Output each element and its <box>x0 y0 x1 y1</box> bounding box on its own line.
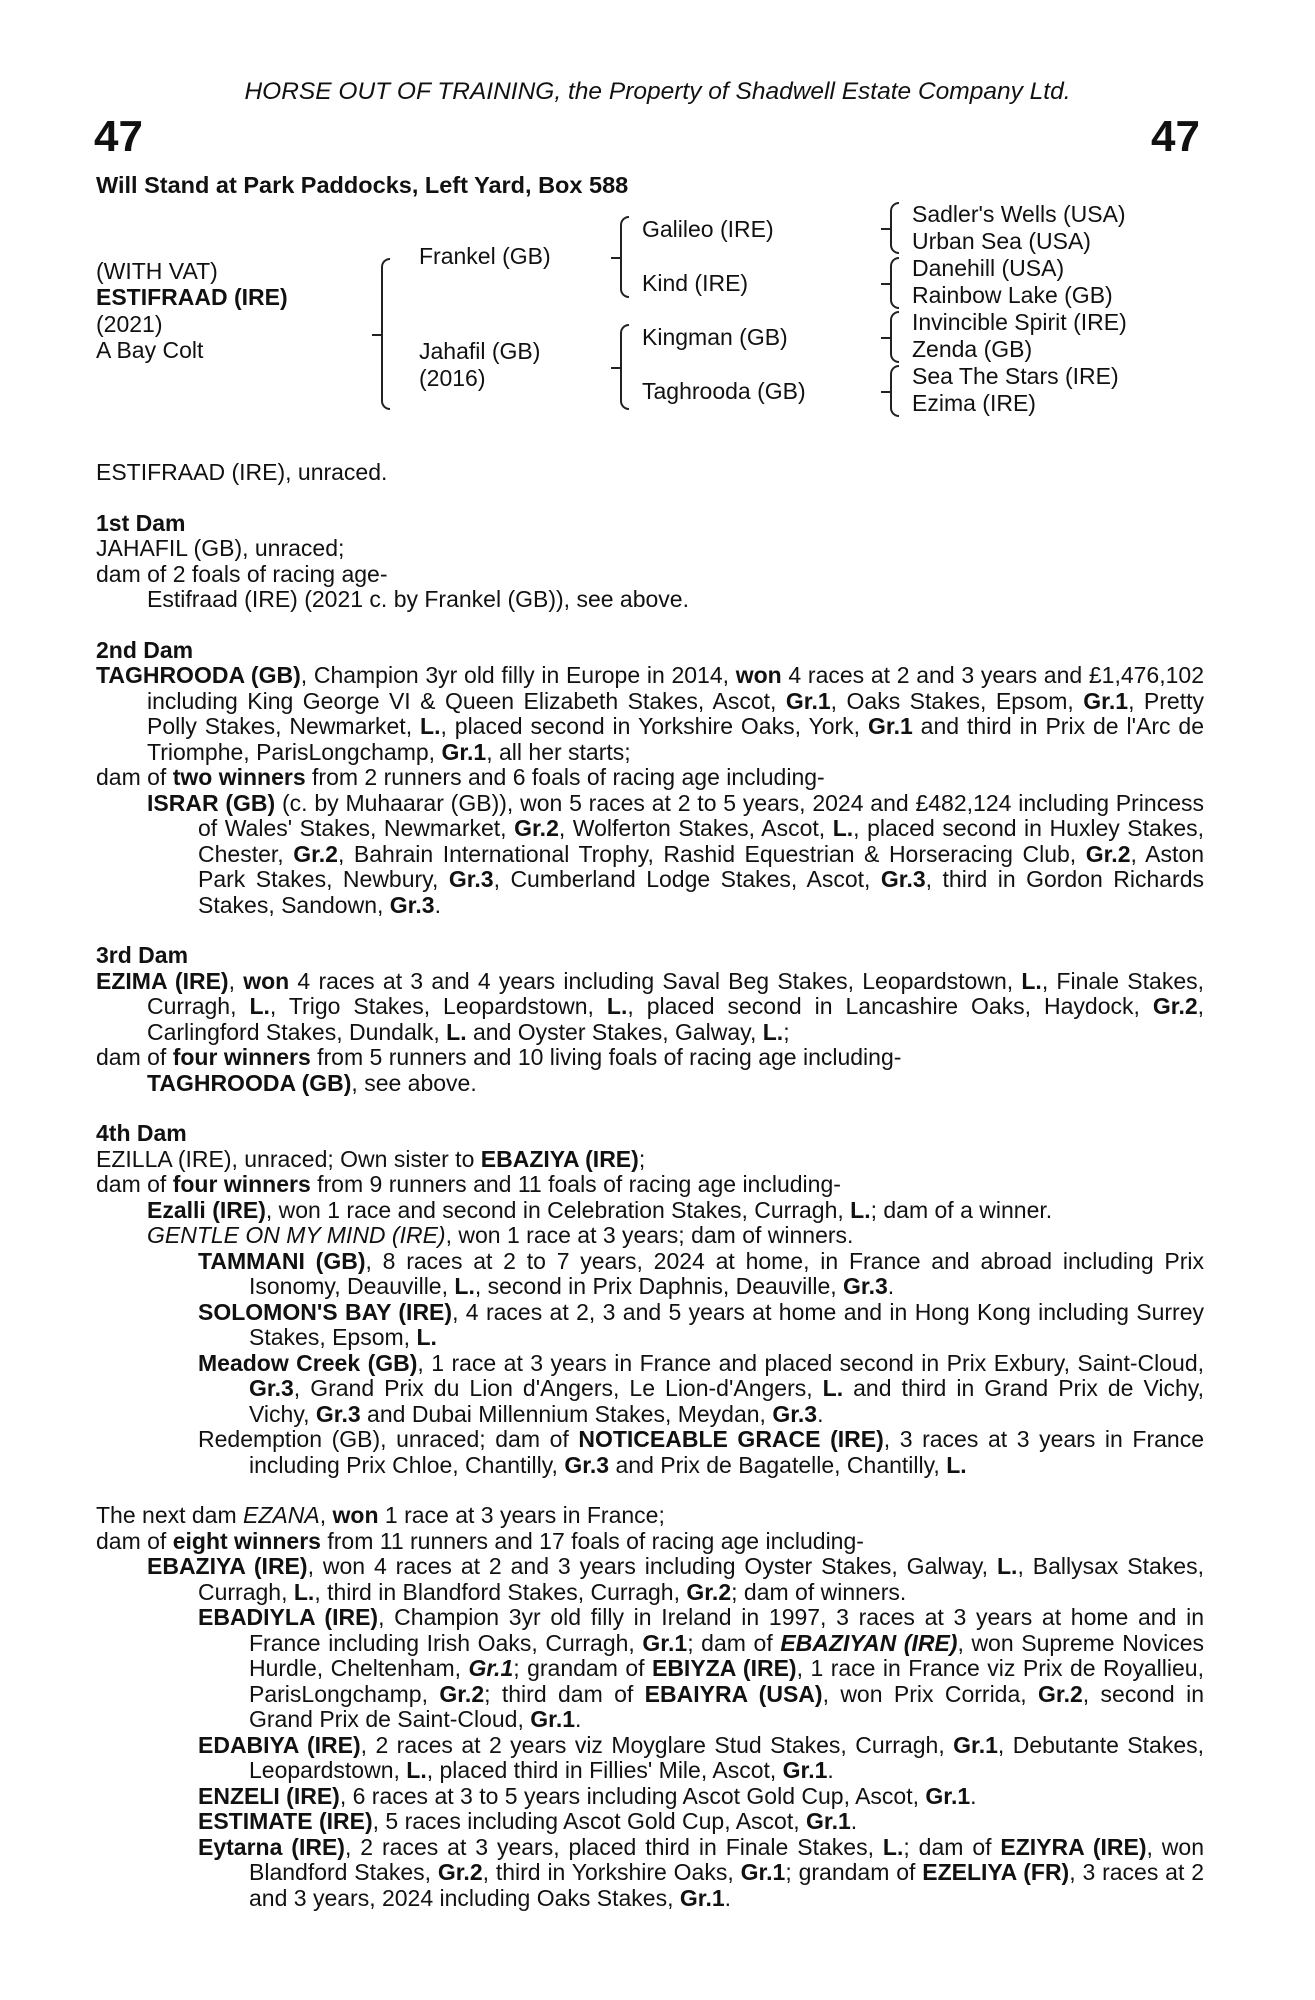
brace-sd <box>890 257 899 309</box>
brace-ds <box>890 311 899 363</box>
second-dam-record: TAGHROODA (GB), Champion 3yr old filly in Europe in 2014, won 4 races at 2 and 3 years and £1,476,102 including King George VI & Queen Elizabeth Stakes, Ascot, Gr.1, Oaks Stakes, Epsom, Gr.1, Pretty Polly Stakes, Newmarket, L., placed second in Yorkshire Oaks, York, Gr.1 and third in Prix de l'Arc de Triomphe, ParisLongchamp, Gr.1, all her starts; <box>96 662 1205 765</box>
horse-year: (2021) <box>96 311 163 337</box>
ped-ddd: Ezima (IRE) <box>912 390 1036 416</box>
produce-ebadiyla: EBADIYLA (IRE), Champion 3yr old filly in Ireland in 1997, 3 races at 3 years at home and in France including Irish Oaks, Curragh, Gr.1; dam of EBAZIYAN (IRE), won Supreme Novices Hurdle, Cheltenham, Gr.1; grandam of EBIYZA (IRE), 1 race in France viz Prix de Royallieu, ParisLongchamp, Gr.2; third dam of EBAIYRA (USA), won Prix Corrida, Gr.2, second in Grand Prix de Saint-Cloud, Gr.1. <box>198 1604 1204 1732</box>
ped-dds: Sea The Stars (IRE) <box>912 363 1119 389</box>
next-dam-produce-summary: dam of eight winners from 11 runners and 17 foals of racing age including- <box>96 1527 864 1554</box>
stand-location: Will Stand at Park Paddocks, Left Yard, Box 588 <box>96 172 629 198</box>
catalogue-body <box>96 460 1204 1911</box>
sire: Frankel (GB) <box>419 243 551 269</box>
brace-sire <box>620 216 629 298</box>
brace-main <box>381 258 390 410</box>
horse-name: ESTIFRAAD (IRE) <box>96 284 288 310</box>
sire-dam: Kind (IRE) <box>642 270 749 296</box>
sire-sire: Galileo (IRE) <box>642 216 774 242</box>
first-dam-foals: dam of 2 foals of racing age- <box>96 560 388 587</box>
produce-estimate: ESTIMATE (IRE), 5 races including Ascot Gold Cup, Ascot, Gr.1. <box>198 1808 858 1834</box>
fourth-dam-line: EZILLA (IRE), unraced; Own sister to EBAZIYA (IRE); <box>96 1145 646 1172</box>
horse-desc: A Bay Colt <box>96 337 204 363</box>
third-dam-record: EZIMA (IRE), won 4 races at 3 and 4 years including Saval Beg Stakes, Leopardstown, L., Finale Stakes, Curragh, L., Trigo Stakes, Leopardstown, L., placed second in Lancashire Oaks, Haydock, Gr.2, Carlingford Stakes, Dundalk, L. and Oyster Stakes, Galway, L.; <box>96 967 1205 1045</box>
produce-solomons-bay: SOLOMON'S BAY (IRE), 4 races at 2, 3 and 5 years at home and in Hong Kong including Surrey Stakes, Epsom, L. <box>198 1298 1204 1350</box>
produce-tammani: TAMMANI (GB), 8 races at 2 to 7 years, 2024 at home, in France and abroad including Prix Isonomy, Deauville, L., second in Prix Daphnis, Deauville, Gr.3. <box>198 1247 1205 1299</box>
brace-dd <box>890 365 899 417</box>
horse-name-bold: TAGHROODA (GB) <box>96 662 301 688</box>
intro-line: ESTIFRAAD (IRE), unraced. <box>96 459 388 485</box>
first-dam-line: JAHAFIL (GB), unraced; <box>96 535 345 561</box>
produce-ebaziya: EBAZIYA (IRE), won 4 races at 2 and 3 years including Oyster Stakes, Galway, L., Ballysax Stakes, Curragh, L., third in Blandford Stakes, Curragh, Gr.2; dam of winners. <box>147 1553 1204 1605</box>
vat-note: (WITH VAT) <box>96 258 218 284</box>
produce-enzeli: ENZELI (IRE), 6 races at 3 to 5 years including Ascot Gold Cup, Ascot, Gr.1. <box>198 1782 977 1809</box>
third-dam-heading: 3rd Dam <box>96 942 189 968</box>
brace-dam <box>620 324 629 410</box>
produce-eytarna: Eytarna (IRE), 2 races at 3 years, placed third in Finale Stakes, L.; dam of EZIYRA (IRE), won Blandford Stakes, Gr.2, third in Yorkshire Oaks, Gr.1; grandam of EZELIYA (FR), 3 races at 2 and 3 years, 2024 including Oaks Stakes, Gr.1. <box>198 1833 1205 1911</box>
first-dam-produce: Estifraad (IRE) (2021 c. by Frankel (GB)), see above. <box>147 586 689 612</box>
lot-number-right: 47 <box>1151 112 1200 161</box>
lot-number-left: 47 <box>94 112 143 161</box>
first-dam-heading: 1st Dam <box>96 509 186 536</box>
brace-ss <box>890 202 899 254</box>
produce-ezalli: Ezalli (IRE), won 1 race and second in Celebration Stakes, Curragh, L.; dam of a winner. <box>147 1196 1053 1223</box>
third-dam-produce-taghrooda: TAGHROODA (GB), see above. <box>147 1069 477 1096</box>
ped-dss: Invincible Spirit (IRE) <box>912 309 1127 335</box>
third-dam-produce-summary: dam of four winners from 5 runners and 10 living foals of racing age including- <box>96 1044 902 1070</box>
dam: Jahafil (GB) <box>419 338 541 364</box>
ped-sdd: Rainbow Lake (GB) <box>912 282 1113 308</box>
ped-sds: Danehill (USA) <box>912 255 1065 281</box>
produce-meadow-creek: Meadow Creek (GB), 1 race at 3 years in France and placed second in Prix Exbury, Saint-Cloud, Gr.3, Grand Prix du Lion d'Angers, Le Lion-d'Angers, L. and third in Grand Prix de Vichy, Vichy, Gr.3 and Dubai Millennium Stakes, Meydan, Gr.3. <box>198 1349 1204 1427</box>
page-title: HORSE OUT OF TRAINING, the Property of Shadwell Estate Company Ltd. <box>244 78 1071 105</box>
produce-edabiya: EDABIYA (IRE), 2 races at 2 years viz Moyglare Stud Stakes, Curragh, Gr.1, Debutante Stakes, Leopardstown, L., placed third in Fillies' Mile, Ascot, Gr.1. <box>198 1731 1205 1783</box>
dam-dam: Taghrooda (GB) <box>642 378 806 404</box>
produce-gentle-on-my-mind: GENTLE ON MY MIND (IRE), won 1 race at 3 years; dam of winners. <box>147 1222 854 1248</box>
fourth-dam-produce-summary: dam of four winners from 9 runners and 11 foals of racing age including- <box>96 1171 841 1197</box>
dam-year: (2016) <box>419 365 486 391</box>
next-dam-line: The next dam EZANA, won 1 race at 3 years in France; <box>96 1502 665 1528</box>
second-dam-produce-summary: dam of two winners from 2 runners and 6 foals of racing age including- <box>96 764 825 790</box>
ped-dsd: Zenda (GB) <box>912 336 1033 362</box>
second-dam-heading: 2nd Dam <box>96 636 194 663</box>
second-dam-produce-israr: ISRAR (GB) (c. by Muhaarar (GB)), won 5 races at 2 to 5 years, 2024 and £482,124 including Princess of Wales' Stakes, Newmarket, Gr.2, Wolferton Stakes, Ascot, L., placed second in Huxley Stakes, Chester, Gr.2, Bahrain International Trophy, Rashid Equestrian & Horseracing Club, Gr.2, Aston Park Stakes, Newbury, Gr.3, Cumberland Lodge Stakes, Ascot, Gr.3, third in Gordon Richards Stakes, Sandown, Gr.3. <box>147 789 1205 918</box>
ped-sss: Sadler's Wells (USA) <box>912 201 1126 227</box>
produce-redemption: Redemption (GB), unraced; dam of NOTICEABLE GRACE (IRE), 3 races at 3 years in France including Prix Chloe, Chantilly, Gr.3 and Prix de Bagatelle, Chantilly, L. <box>198 1426 1205 1478</box>
dam-sire: Kingman (GB) <box>642 324 788 350</box>
ped-ssd: Urban Sea (USA) <box>912 228 1091 254</box>
fourth-dam-heading: 4th Dam <box>96 1120 187 1146</box>
